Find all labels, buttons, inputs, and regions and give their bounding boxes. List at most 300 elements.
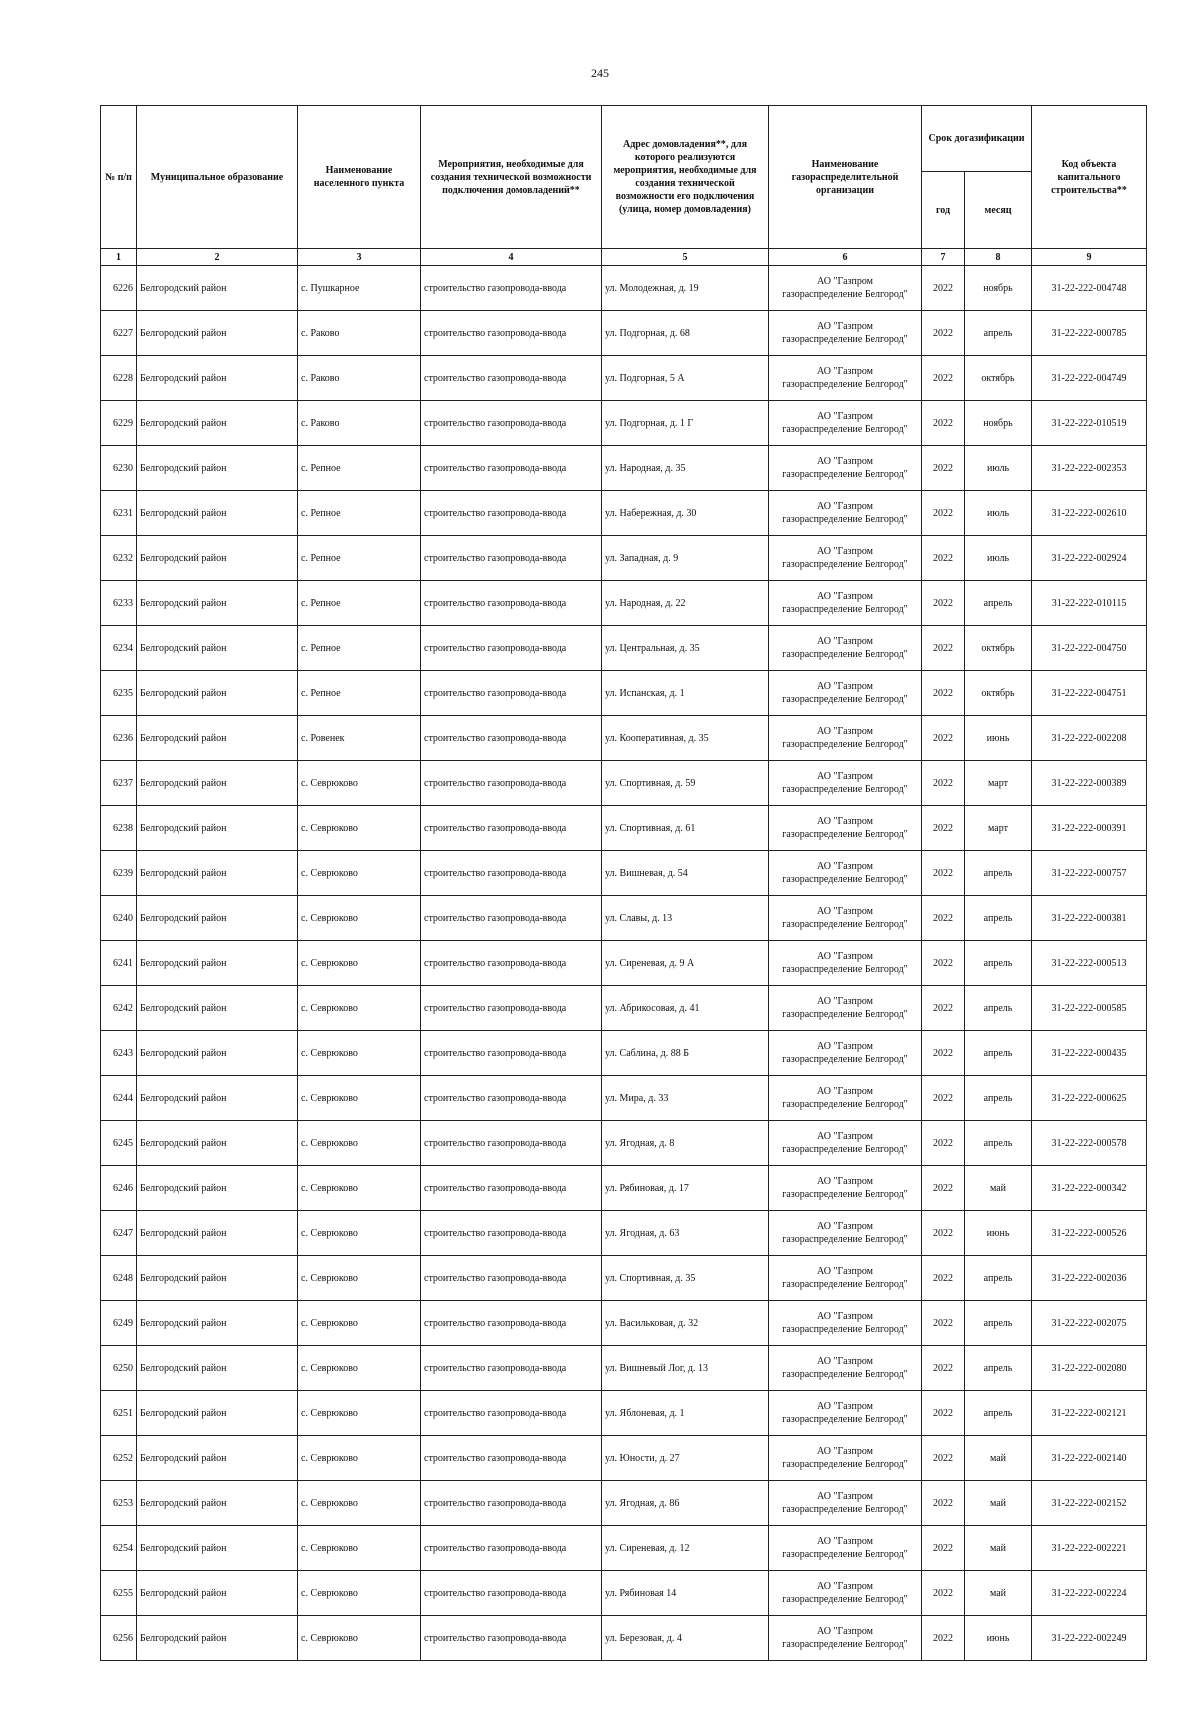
row-number: 6228 — [101, 356, 137, 401]
code-cell: 31-22-222-004749 — [1032, 356, 1147, 401]
address-cell: ул. Саблина, д. 88 Б — [602, 1031, 769, 1076]
address-cell: ул. Ягодная, д. 86 — [602, 1481, 769, 1526]
address-cell: ул. Набережная, д. 30 — [602, 491, 769, 536]
measure-cell: строительство газопровода-ввода — [421, 266, 602, 311]
organization-line-2: газораспределение Белгород" — [782, 1234, 908, 1245]
table-row — [101, 401, 1147, 446]
municipality-cell: Белгородский район — [137, 1256, 298, 1301]
table-row — [101, 581, 1147, 626]
month-cell: апрель — [965, 1121, 1032, 1166]
year-cell: 2022 — [922, 1166, 965, 1211]
municipality-cell: Белгородский район — [137, 806, 298, 851]
address-cell: ул. Абрикосовая, д. 41 — [602, 986, 769, 1031]
month-cell: апрель — [965, 896, 1032, 941]
organization-line-1: АО "Газпром — [817, 636, 873, 647]
header-code: Код объекта капитального строительства** — [1032, 106, 1147, 249]
measure-cell: строительство газопровода-ввода — [421, 491, 602, 536]
settlement-cell: с. Севрюково — [298, 761, 421, 806]
organization-line-1: АО "Газпром — [817, 816, 873, 827]
municipality-cell: Белгородский район — [137, 671, 298, 716]
year-cell: 2022 — [922, 806, 965, 851]
code-cell: 31-22-222-000625 — [1032, 1076, 1147, 1121]
municipality-cell: Белгородский район — [137, 626, 298, 671]
settlement-cell: с. Репное — [298, 671, 421, 716]
municipality-cell: Белгородский район — [137, 1616, 298, 1661]
address-cell: ул. Испанская, д. 1 — [602, 671, 769, 716]
measure-cell: строительство газопровода-ввода — [421, 311, 602, 356]
month-cell: апрель — [965, 1391, 1032, 1436]
organization-line-1: АО "Газпром — [817, 1041, 873, 1052]
table-row — [101, 1166, 1147, 1211]
row-number: 6238 — [101, 806, 137, 851]
settlement-cell: с. Севрюково — [298, 1571, 421, 1616]
code-cell: 31-22-222-000585 — [1032, 986, 1147, 1031]
organization-line-2: газораспределение Белгород" — [782, 1189, 908, 1200]
table-row — [101, 896, 1147, 941]
organization-cell — [769, 941, 922, 986]
organization-line-1: АО "Газпром — [817, 1626, 873, 1637]
organization-line-1: АО "Газпром — [817, 1401, 873, 1412]
address-cell: ул. Подгорная, д. 68 — [602, 311, 769, 356]
municipality-cell: Белгородский район — [137, 1526, 298, 1571]
year-cell: 2022 — [922, 266, 965, 311]
organization-line-1: АО "Газпром — [817, 546, 873, 557]
organization-line-2: газораспределение Белгород" — [782, 424, 908, 435]
month-cell: апрель — [965, 311, 1032, 356]
code-cell: 31-22-222-002924 — [1032, 536, 1147, 581]
organization-cell — [769, 1436, 922, 1481]
settlement-cell: с. Севрюково — [298, 1031, 421, 1076]
row-number: 6242 — [101, 986, 137, 1031]
organization-line-1: АО "Газпром — [817, 1446, 873, 1457]
year-cell: 2022 — [922, 761, 965, 806]
table-row — [101, 986, 1147, 1031]
organization-line-2: газораспределение Белгород" — [782, 1639, 908, 1650]
address-cell: ул. Народная, д. 35 — [602, 446, 769, 491]
row-number: 6240 — [101, 896, 137, 941]
code-cell: 31-22-222-000757 — [1032, 851, 1147, 896]
settlement-cell: с. Репное — [298, 446, 421, 491]
organization-line-1: АО "Газпром — [817, 501, 873, 512]
table-row — [101, 761, 1147, 806]
organization-cell — [769, 1076, 922, 1121]
organization-cell — [769, 266, 922, 311]
organization-cell — [769, 446, 922, 491]
organization-line-1: АО "Газпром — [817, 906, 873, 917]
year-cell: 2022 — [922, 536, 965, 581]
municipality-cell: Белгородский район — [137, 1211, 298, 1256]
settlement-cell: с. Севрюково — [298, 1076, 421, 1121]
measure-cell: строительство газопровода-ввода — [421, 1031, 602, 1076]
year-cell: 2022 — [922, 671, 965, 716]
measure-cell: строительство газопровода-ввода — [421, 1391, 602, 1436]
month-cell: март — [965, 806, 1032, 851]
table-row — [101, 1481, 1147, 1526]
row-number: 6249 — [101, 1301, 137, 1346]
code-cell: 31-22-222-000435 — [1032, 1031, 1147, 1076]
code-cell: 31-22-222-002249 — [1032, 1616, 1147, 1661]
month-cell: апрель — [965, 986, 1032, 1031]
municipality-cell: Белгородский район — [137, 716, 298, 761]
row-number: 6230 — [101, 446, 137, 491]
year-cell: 2022 — [922, 1076, 965, 1121]
settlement-cell: с. Пушкарное — [298, 266, 421, 311]
organization-cell — [769, 1526, 922, 1571]
header-num: № п/п — [101, 106, 137, 249]
settlement-cell: с. Раково — [298, 401, 421, 446]
table-row — [101, 536, 1147, 581]
row-number: 6231 — [101, 491, 137, 536]
page-number: 245 — [591, 66, 609, 80]
measure-cell: строительство газопровода-ввода — [421, 671, 602, 716]
settlement-cell: с. Севрюково — [298, 1481, 421, 1526]
header-term: Срок догазификации — [922, 106, 1032, 172]
organization-line-2: газораспределение Белгород" — [782, 739, 908, 750]
header-organization: Наименование газораспределительной организации — [769, 106, 922, 249]
code-cell: 31-22-222-002121 — [1032, 1391, 1147, 1436]
settlement-cell: с. Севрюково — [298, 986, 421, 1031]
year-cell: 2022 — [922, 1616, 965, 1661]
year-cell: 2022 — [922, 356, 965, 401]
municipality-cell: Белгородский район — [137, 941, 298, 986]
month-cell: ноябрь — [965, 266, 1032, 311]
table-row — [101, 1346, 1147, 1391]
organization-line-2: газораспределение Белгород" — [782, 1009, 908, 1020]
code-cell: 31-22-222-002610 — [1032, 491, 1147, 536]
year-cell: 2022 — [922, 896, 965, 941]
address-cell: ул. Вишневый Лог, д. 13 — [602, 1346, 769, 1391]
address-cell: ул. Спортивная, д. 35 — [602, 1256, 769, 1301]
settlement-cell: с. Раково — [298, 311, 421, 356]
table-row — [101, 851, 1147, 896]
column-number: 2 — [137, 249, 298, 266]
settlement-cell: с. Репное — [298, 626, 421, 671]
column-numbers-row — [101, 249, 1147, 266]
settlement-cell: с. Ровенек — [298, 716, 421, 761]
code-cell: 31-22-222-000785 — [1032, 311, 1147, 356]
table-row — [101, 446, 1147, 491]
month-cell: апрель — [965, 1031, 1032, 1076]
measure-cell: строительство газопровода-ввода — [421, 1616, 602, 1661]
organization-line-2: газораспределение Белгород" — [782, 784, 908, 795]
year-cell: 2022 — [922, 716, 965, 761]
column-number: 8 — [965, 249, 1032, 266]
organization-cell — [769, 1121, 922, 1166]
address-cell: ул. Кооперативная, д. 35 — [602, 716, 769, 761]
table-row — [101, 1301, 1147, 1346]
month-cell: апрель — [965, 1256, 1032, 1301]
code-cell: 31-22-222-000342 — [1032, 1166, 1147, 1211]
address-cell: ул. Славы, д. 13 — [602, 896, 769, 941]
organization-cell — [769, 311, 922, 356]
month-cell: октябрь — [965, 626, 1032, 671]
column-number: 9 — [1032, 249, 1147, 266]
year-cell: 2022 — [922, 1436, 965, 1481]
settlement-cell: с. Севрюково — [298, 941, 421, 986]
municipality-cell: Белгородский район — [137, 896, 298, 941]
organization-cell — [769, 581, 922, 626]
organization-line-2: газораспределение Белгород" — [782, 289, 908, 300]
organization-line-2: газораспределение Белгород" — [782, 1594, 908, 1605]
address-cell: ул. Западная, д. 9 — [602, 536, 769, 581]
table-row — [101, 1526, 1147, 1571]
month-cell: июль — [965, 446, 1032, 491]
table-row — [101, 941, 1147, 986]
row-number: 6251 — [101, 1391, 137, 1436]
code-cell: 31-22-222-010115 — [1032, 581, 1147, 626]
organization-line-2: газораспределение Белгород" — [782, 1414, 908, 1425]
settlement-cell: с. Севрюково — [298, 896, 421, 941]
address-cell: ул. Народная, д. 22 — [602, 581, 769, 626]
code-cell: 31-22-222-010519 — [1032, 401, 1147, 446]
organization-line-1: АО "Газпром — [817, 1356, 873, 1367]
organization-line-2: газораспределение Белгород" — [782, 1279, 908, 1290]
municipality-cell: Белгородский район — [137, 1031, 298, 1076]
table-row — [101, 1436, 1147, 1481]
header-month: месяц — [965, 172, 1032, 249]
row-number: 6233 — [101, 581, 137, 626]
address-cell: ул. Березовая, д. 4 — [602, 1616, 769, 1661]
year-cell: 2022 — [922, 1301, 965, 1346]
table-row — [101, 671, 1147, 716]
organization-cell — [769, 536, 922, 581]
year-cell: 2022 — [922, 446, 965, 491]
year-cell: 2022 — [922, 941, 965, 986]
month-cell: июль — [965, 536, 1032, 581]
settlement-cell: с. Раково — [298, 356, 421, 401]
measure-cell: строительство газопровода-ввода — [421, 626, 602, 671]
code-cell: 31-22-222-004751 — [1032, 671, 1147, 716]
address-cell: ул. Мира, д. 33 — [602, 1076, 769, 1121]
month-cell: октябрь — [965, 356, 1032, 401]
measure-cell: строительство газопровода-ввода — [421, 941, 602, 986]
organization-line-2: газораспределение Белгород" — [782, 334, 908, 345]
measure-cell: строительство газопровода-ввода — [421, 581, 602, 626]
measure-cell: строительство газопровода-ввода — [421, 1076, 602, 1121]
organization-cell — [769, 491, 922, 536]
table-row — [101, 311, 1147, 356]
row-number: 6253 — [101, 1481, 137, 1526]
table-row — [101, 1571, 1147, 1616]
month-cell: июнь — [965, 1616, 1032, 1661]
address-cell: ул. Яблоневая, д. 1 — [602, 1391, 769, 1436]
row-number: 6227 — [101, 311, 137, 356]
organization-cell — [769, 896, 922, 941]
column-number: 5 — [602, 249, 769, 266]
year-cell: 2022 — [922, 986, 965, 1031]
month-cell: апрель — [965, 941, 1032, 986]
table-row — [101, 1076, 1147, 1121]
row-number: 6237 — [101, 761, 137, 806]
table-header — [101, 106, 1147, 266]
year-cell: 2022 — [922, 1121, 965, 1166]
organization-line-1: АО "Газпром — [817, 456, 873, 467]
code-cell: 31-22-222-002221 — [1032, 1526, 1147, 1571]
organization-line-2: газораспределение Белгород" — [782, 874, 908, 885]
table-row — [101, 491, 1147, 536]
measure-cell: строительство газопровода-ввода — [421, 806, 602, 851]
code-cell: 31-22-222-000389 — [1032, 761, 1147, 806]
measure-cell: строительство газопровода-ввода — [421, 716, 602, 761]
table-row — [101, 1031, 1147, 1076]
organization-line-1: АО "Газпром — [817, 276, 873, 287]
measure-cell: строительство газопровода-ввода — [421, 761, 602, 806]
measure-cell: строительство газопровода-ввода — [421, 1301, 602, 1346]
measure-cell: строительство газопровода-ввода — [421, 1346, 602, 1391]
month-cell: июнь — [965, 716, 1032, 761]
month-cell: май — [965, 1481, 1032, 1526]
month-cell: май — [965, 1436, 1032, 1481]
measure-cell: строительство газопровода-ввода — [421, 356, 602, 401]
organization-cell — [769, 986, 922, 1031]
column-number: 7 — [922, 249, 965, 266]
municipality-cell: Белгородский район — [137, 1346, 298, 1391]
row-number: 6234 — [101, 626, 137, 671]
measure-cell: строительство газопровода-ввода — [421, 536, 602, 581]
address-cell: ул. Спортивная, д. 61 — [602, 806, 769, 851]
organization-cell — [769, 806, 922, 851]
row-number: 6244 — [101, 1076, 137, 1121]
row-number: 6236 — [101, 716, 137, 761]
code-cell: 31-22-222-000381 — [1032, 896, 1147, 941]
organization-line-2: газораспределение Белгород" — [782, 1549, 908, 1560]
organization-line-2: газораспределение Белгород" — [782, 559, 908, 570]
organization-cell — [769, 851, 922, 896]
settlement-cell: с. Севрюково — [298, 1526, 421, 1571]
municipality-cell: Белгородский район — [137, 761, 298, 806]
municipality-cell: Белгородский район — [137, 581, 298, 626]
municipality-cell: Белгородский район — [137, 266, 298, 311]
organization-cell — [769, 1616, 922, 1661]
organization-line-2: газораспределение Белгород" — [782, 649, 908, 660]
month-cell: апрель — [965, 581, 1032, 626]
column-number: 6 — [769, 249, 922, 266]
settlement-cell: с. Севрюково — [298, 1211, 421, 1256]
year-cell: 2022 — [922, 1526, 965, 1571]
organization-line-1: АО "Газпром — [817, 1536, 873, 1547]
table-row — [101, 266, 1147, 311]
table-body — [101, 266, 1147, 1661]
settlement-cell: с. Севрюково — [298, 1346, 421, 1391]
settlement-cell: с. Севрюково — [298, 1436, 421, 1481]
municipality-cell: Белгородский район — [137, 311, 298, 356]
organization-line-2: газораспределение Белгород" — [782, 829, 908, 840]
month-cell: май — [965, 1526, 1032, 1571]
address-cell: ул. Молодежная, д. 19 — [602, 266, 769, 311]
year-cell: 2022 — [922, 851, 965, 896]
organization-cell — [769, 1346, 922, 1391]
municipality-cell: Белгородский район — [137, 986, 298, 1031]
municipality-cell: Белгородский район — [137, 491, 298, 536]
table-row — [101, 626, 1147, 671]
month-cell: апрель — [965, 1076, 1032, 1121]
address-cell: ул. Подгорная, 5 А — [602, 356, 769, 401]
organization-line-2: газораспределение Белгород" — [782, 919, 908, 930]
measure-cell: строительство газопровода-ввода — [421, 896, 602, 941]
organization-line-1: АО "Газпром — [817, 366, 873, 377]
code-cell: 31-22-222-000513 — [1032, 941, 1147, 986]
month-cell: апрель — [965, 1346, 1032, 1391]
measure-cell: строительство газопровода-ввода — [421, 986, 602, 1031]
year-cell: 2022 — [922, 1391, 965, 1436]
measure-cell: строительство газопровода-ввода — [421, 1166, 602, 1211]
table-row — [101, 1256, 1147, 1301]
measure-cell: строительство газопровода-ввода — [421, 1571, 602, 1616]
municipality-cell: Белгородский район — [137, 401, 298, 446]
settlement-cell: с. Севрюково — [298, 1301, 421, 1346]
settlement-cell: с. Севрюково — [298, 1121, 421, 1166]
row-number: 6252 — [101, 1436, 137, 1481]
measure-cell: строительство газопровода-ввода — [421, 1211, 602, 1256]
organization-line-2: газораспределение Белгород" — [782, 1054, 908, 1065]
organization-line-1: АО "Газпром — [817, 996, 873, 1007]
code-cell: 31-22-222-004750 — [1032, 626, 1147, 671]
organization-cell — [769, 1301, 922, 1346]
municipality-cell: Белгородский район — [137, 536, 298, 581]
measure-cell: строительство газопровода-ввода — [421, 1481, 602, 1526]
year-cell: 2022 — [922, 401, 965, 446]
row-number: 6235 — [101, 671, 137, 716]
address-cell: ул. Сиреневая, д. 12 — [602, 1526, 769, 1571]
row-number: 6255 — [101, 1571, 137, 1616]
address-cell: ул. Ягодная, д. 8 — [602, 1121, 769, 1166]
row-number: 6245 — [101, 1121, 137, 1166]
organization-line-1: АО "Газпром — [817, 1131, 873, 1142]
organization-line-2: газораспределение Белгород" — [782, 1369, 908, 1380]
organization-cell — [769, 1391, 922, 1436]
address-cell: ул. Рябиновая, д. 17 — [602, 1166, 769, 1211]
organization-cell — [769, 1481, 922, 1526]
measure-cell: строительство газопровода-ввода — [421, 1256, 602, 1301]
code-cell: 31-22-222-000526 — [1032, 1211, 1147, 1256]
year-cell: 2022 — [922, 1211, 965, 1256]
row-number: 6232 — [101, 536, 137, 581]
month-cell: июнь — [965, 1211, 1032, 1256]
organization-line-2: газораспределение Белгород" — [782, 1459, 908, 1470]
organization-line-1: АО "Газпром — [817, 1491, 873, 1502]
code-cell: 31-22-222-002080 — [1032, 1346, 1147, 1391]
row-number: 6246 — [101, 1166, 137, 1211]
address-cell: ул. Рябиновая 14 — [602, 1571, 769, 1616]
code-cell: 31-22-222-002152 — [1032, 1481, 1147, 1526]
measure-cell: строительство газопровода-ввода — [421, 1121, 602, 1166]
row-number: 6248 — [101, 1256, 137, 1301]
measure-cell: строительство газопровода-ввода — [421, 446, 602, 491]
measure-cell: строительство газопровода-ввода — [421, 1436, 602, 1481]
organization-line-1: АО "Газпром — [817, 321, 873, 332]
year-cell: 2022 — [922, 626, 965, 671]
municipality-cell: Белгородский район — [137, 1166, 298, 1211]
organization-cell — [769, 1211, 922, 1256]
code-cell: 31-22-222-002036 — [1032, 1256, 1147, 1301]
organization-cell — [769, 1031, 922, 1076]
municipality-cell: Белгородский район — [137, 851, 298, 896]
address-cell: ул. Сиреневая, д. 9 А — [602, 941, 769, 986]
settlement-cell: с. Севрюково — [298, 1256, 421, 1301]
municipality-cell: Белгородский район — [137, 1391, 298, 1436]
header-address: Адрес домовладения**, для которого реализуются мероприятия, необходимые для создания технической возможности его подключения (улица, номер домовладения) — [602, 106, 769, 249]
organization-line-1: АО "Газпром — [817, 1176, 873, 1187]
address-cell: ул. Ягодная, д. 63 — [602, 1211, 769, 1256]
row-number: 6250 — [101, 1346, 137, 1391]
organization-cell — [769, 626, 922, 671]
organization-line-1: АО "Газпром — [817, 1086, 873, 1097]
row-number: 6226 — [101, 266, 137, 311]
table-row — [101, 356, 1147, 401]
month-cell: апрель — [965, 1301, 1032, 1346]
municipality-cell: Белгородский район — [137, 1301, 298, 1346]
address-cell: ул. Васильковая, д. 32 — [602, 1301, 769, 1346]
